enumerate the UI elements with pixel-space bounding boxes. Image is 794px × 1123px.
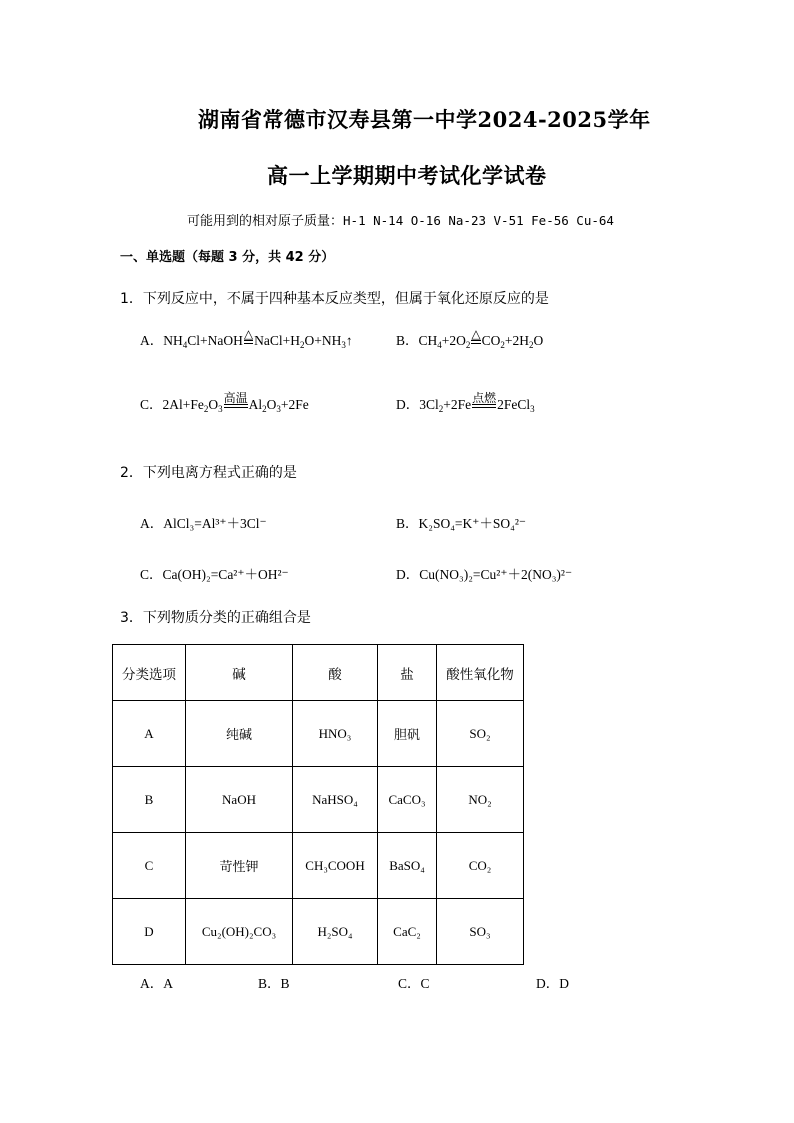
question-2-option-d: D．Cu(NO₃)₂=Cu²⁺＋2(NO₃)²⁻: [396, 567, 573, 582]
atomic-masses-values: H-1 N-14 O-16 Na-23 V-51 Fe-56 Cu-64: [343, 213, 614, 228]
table-row: [113, 701, 524, 767]
question-2-option-b: B．K₂SO₄=K⁺＋SO₄²⁻: [396, 516, 527, 531]
table-header-cell: 分类选项: [113, 645, 186, 701]
question-2-stem: 2．下列电离方程式正确的是: [120, 465, 297, 481]
classification-table: [112, 644, 524, 965]
question-2-option-a: A．AlCl₃=Al³⁺＋3Cl⁻: [140, 516, 267, 531]
table-cell: A: [113, 701, 186, 767]
question-1-option-a: A．$NH_4Cl+NaOH$ △ $NaCl+H_2O+NH_3↑$: [140, 327, 353, 350]
table-cell: NO₂: [437, 767, 524, 833]
table-cell: SO₂: [437, 701, 524, 767]
table-row: [113, 833, 524, 899]
question-3-option-b: B．B: [258, 976, 290, 991]
question-1-option-d: D．$3Cl_2+2Fe$ 点燃 2FeCl$_3$: [396, 391, 535, 414]
question-1-option-b: B．$CH_4+2O_2$ △ $CO_2+2H_2O$: [396, 327, 544, 350]
atomic-masses-label: 可能用到的相对原子质量：: [187, 214, 344, 229]
table-header-row: [113, 645, 524, 701]
condition-heat-icon: △: [243, 327, 254, 341]
table-cell: BaSO₄: [378, 833, 437, 899]
table-cell: CO₂: [437, 833, 524, 899]
condition-heat-icon: △: [471, 327, 481, 341]
table-header-cell: 酸: [293, 645, 378, 701]
condition-ignite: 点燃: [472, 391, 497, 405]
question-3-option-c: C．C: [398, 976, 430, 991]
question-1-option-c: C．$2Al+Fe_2O_3$ 高温 $Al_2O_3+2Fe$: [140, 391, 309, 414]
table-cell: NaHSO₄: [293, 767, 378, 833]
question-3-option-d: D．D: [536, 976, 569, 991]
exam-title-line2: 高一上学期期中考试化学试卷: [267, 163, 547, 188]
table-header-cell: 碱: [186, 645, 293, 701]
table-cell: CaC₂: [378, 899, 437, 965]
question-3-option-a: A．A: [140, 976, 173, 991]
table-cell: D: [113, 899, 186, 965]
question-2-option-c: C．Ca(OH)₂=Ca²⁺＋OH²⁻: [140, 567, 289, 582]
condition-high-temp: 高温: [223, 391, 248, 405]
table-cell: H₂SO₄: [293, 899, 378, 965]
table-cell: 苛性钾: [186, 833, 293, 899]
table-cell: CH₃COOH: [293, 833, 378, 899]
table-cell: CaCO₃: [378, 767, 437, 833]
atomic-masses: [187, 210, 614, 229]
table-row: [113, 899, 524, 965]
table-cell: 胆矾: [378, 701, 437, 767]
table-cell: SO₃: [437, 899, 524, 965]
table-header-cell: 酸性氧化物: [437, 645, 524, 701]
section-heading: 一、单选题（每题 3 分，共 42 分）: [120, 250, 335, 265]
question-1-stem: 1．下列反应中，不属于四种基本反应类型，但属于氧化还原反应的是: [120, 291, 549, 307]
table-cell: C: [113, 833, 186, 899]
table-cell: B: [113, 767, 186, 833]
table-cell: HNO₃: [293, 701, 378, 767]
table-cell: NaOH: [186, 767, 293, 833]
exam-title-line1: 湖南省常德市汉寿县第一中学2024-2025学年: [198, 107, 651, 132]
table-cell: Cu₂(OH)₂CO₃: [186, 899, 293, 965]
question-3-stem: 3．下列物质分类的正确组合是: [120, 610, 311, 626]
table-cell: 纯碱: [186, 701, 293, 767]
table-header-cell: 盐: [378, 645, 437, 701]
table-row: [113, 767, 524, 833]
